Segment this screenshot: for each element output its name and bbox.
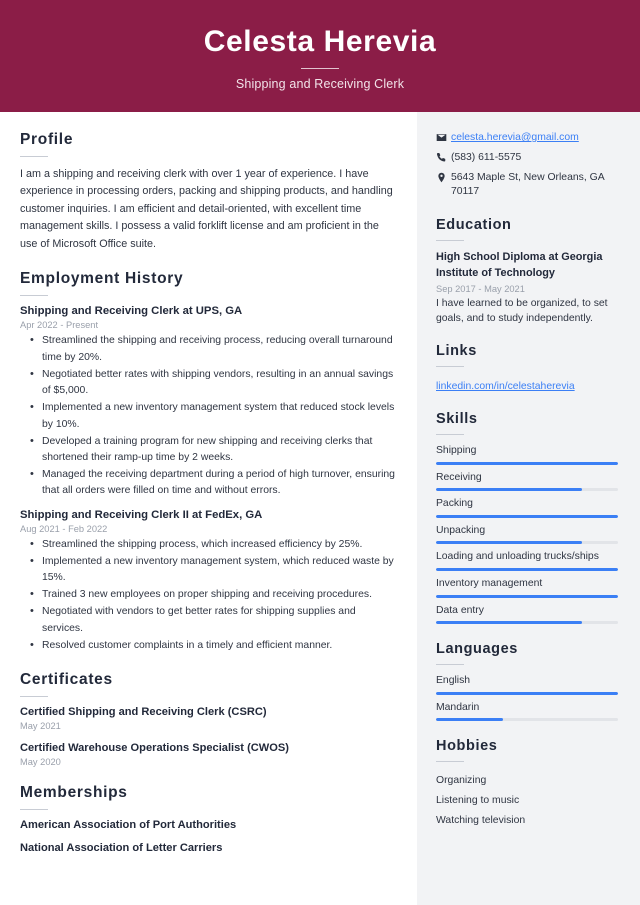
skill-level-fill [436,488,582,491]
job-bullet: • Streamlined the shipping process, which increased efficiency by 25%. [20,537,395,553]
contact-email-row [436,131,618,146]
main-column [0,112,417,905]
education-heading: Education [436,217,512,234]
hobby-item: Organizing [436,775,487,787]
skill-level-fill [436,541,582,544]
job-bullet: • Managed the receiving department during a period of high turnover, ensuring that all orders were filled on time and without errors. [20,467,395,499]
section-profile [20,131,395,253]
language-level-fill [436,692,618,695]
membership-entry [20,819,395,831]
skill-level-track [436,541,618,544]
candidate-name: Celesta Herevia [203,24,437,58]
education-title: High School Diploma at Georgia Institute of Technology [436,251,603,279]
language-level-track [436,718,618,721]
skill-label: Shipping [436,445,477,457]
membership-title: National Association of Letter Carriers [20,842,223,855]
job-entry [20,305,395,499]
envelope-icon [436,131,451,143]
membership-title: American Association of Port Authorities [20,819,237,832]
skill-level-fill [436,595,618,598]
skill-label: Inventory management [436,577,543,589]
linkedin-link[interactable]: linkedin.com/in/celestaherevia [436,381,575,393]
job-bullet: • Streamlined the shipping and receiving process, reducing overall turnaround time by 20%. [20,333,395,365]
address-value: 5643 Maple St, New Orleans, GA 70117 [451,171,605,198]
section-links [436,343,618,394]
job-title: Shipping and Receiving Clerk II at FedEx, GA [20,508,263,521]
heading-underline [20,156,48,157]
skill-label: Data entry [436,604,484,616]
certificate-date: May 2021 [20,721,61,732]
hobbies-heading: Hobbies [436,738,498,755]
skill-item [436,577,618,598]
hobby-item: Watching television [436,814,526,826]
section-certificates [20,671,395,767]
section-skills [436,411,618,624]
job-bullet: • Negotiated with vendors to get better rates for shipping supplies and services. [20,604,395,636]
heading-underline [436,366,464,367]
certificate-title: Certified Warehouse Operations Specialist (CWOS) [20,742,289,755]
education-description: I have learned to be organized, to set goals, and to study independently. [436,298,608,325]
skill-item [436,444,618,465]
phone-icon [436,151,451,163]
skill-level-track [436,488,618,491]
job-entry [20,509,395,655]
skills-heading: Skills [436,411,478,428]
location-pin-icon [436,171,451,183]
contact-block [436,131,618,200]
job-bullet: • Trained 3 new employees on proper shipping and receiving procedures. [20,587,395,603]
skill-item [436,497,618,518]
section-employment-history [20,270,395,654]
job-bullet: • Implemented a new inventory management system, which reduced waste by 15%. [20,554,395,586]
skill-item [436,550,618,571]
skill-label: Unpacking [436,524,486,536]
heading-underline [20,295,48,296]
certificate-date: May 2020 [20,757,61,768]
languages-heading: Languages [436,641,518,658]
language-level-fill [436,718,503,721]
hobby-item: Listening to music [436,795,520,807]
job-bullet: • Developed a training program for new shipping and receiving clerks that shortened their ramp-up time by 2 weeks. [20,434,395,466]
profile-text: I am a shipping and receiving clerk with over 1 year of experience. I have experience in processing orders, packing and shipping products, and handling customer inquiries. I am efficient and detail-oriented, with excellent time management skills. I possess a valid forklift license and am proficient in the use of Microsoft Office suite. [20,168,393,250]
header-divider [301,68,339,69]
skill-level-track [436,595,618,598]
job-title: Shipping and Receiving Clerk at UPS, GA [20,305,243,318]
language-label: English [436,675,471,687]
skill-level-fill [436,621,582,624]
job-bullet-list [20,537,395,655]
candidate-job-title: Shipping and Receiving Clerk [235,77,405,92]
section-memberships [20,784,395,854]
sidebar-column [417,112,640,905]
section-languages [436,641,618,721]
skill-label: Receiving [436,471,482,483]
phone-value: (583) 611-5575 [451,151,522,163]
skill-level-track [436,621,618,624]
job-bullet: • Implemented a new inventory management system that reduced stock levels by 10%. [20,400,395,432]
skill-level-fill [436,515,618,518]
skill-label: Loading and unloading trucks/ships [436,551,599,563]
heading-underline [20,809,48,810]
skill-item [436,524,618,545]
skill-item [436,604,618,625]
skill-level-track [436,515,618,518]
certificate-title: Certified Shipping and Receiving Clerk (CSRC) [20,706,267,719]
certificate-entry [20,742,395,767]
resume-header-banner [0,0,640,112]
heading-underline [436,434,464,435]
skill-level-track [436,568,618,571]
skill-label: Packing [436,498,473,510]
profile-heading: Profile [20,131,74,148]
section-hobbies [436,738,618,831]
memberships-heading: Memberships [20,784,128,802]
links-heading: Links [436,343,477,360]
resume-body [0,112,640,905]
job-bullet: • Resolved customer complaints in a timely and efficient manner. [20,638,395,654]
language-item [436,674,618,695]
skill-level-track [436,462,618,465]
heading-underline [436,664,464,665]
language-item [436,701,618,722]
job-date: Apr 2022 - Present [20,320,99,331]
language-level-track [436,692,618,695]
education-date: Sep 2017 - May 2021 [436,284,525,295]
contact-phone-row [436,151,618,166]
education-entry [436,250,618,326]
certificates-heading: Certificates [20,671,113,689]
language-label: Mandarin [436,701,480,713]
heading-underline [20,696,48,697]
heading-underline [436,761,464,762]
skill-level-fill [436,462,618,465]
employment-heading: Employment History [20,270,184,288]
skill-item [436,471,618,492]
job-bullet: • Negotiated better rates with shipping vendors, resulting in an annual savings of $5,000. [20,367,395,399]
certificate-entry [20,706,395,731]
heading-underline [436,240,464,241]
job-bullet-list [20,333,395,499]
email-link[interactable]: celesta.herevia@gmail.com [451,132,579,143]
membership-entry [20,842,395,854]
skill-level-fill [436,568,618,571]
contact-address-row [436,171,618,201]
job-date: Aug 2021 - Feb 2022 [20,523,108,534]
section-education [436,217,618,326]
